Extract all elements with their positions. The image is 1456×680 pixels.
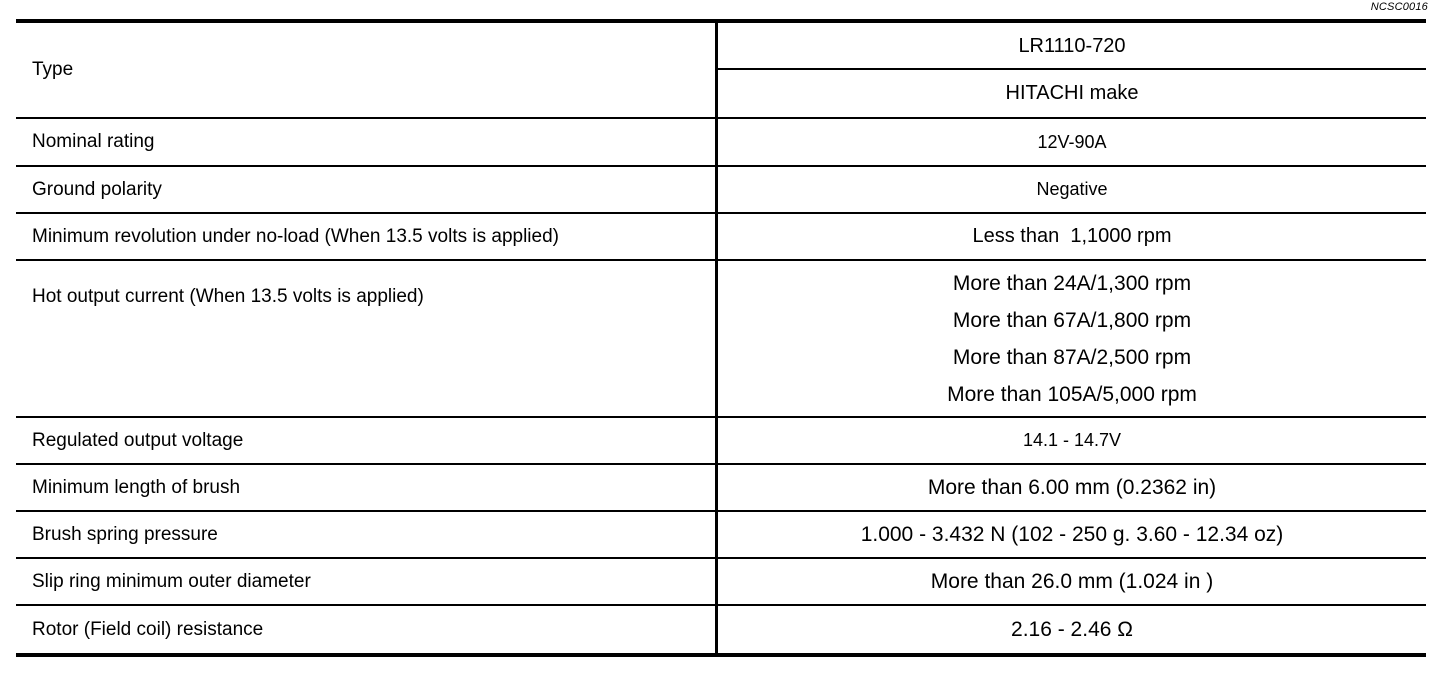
row-label: Slip ring minimum outer diameter [16,559,718,604]
row-value: More than 6.00 mm (0.2362 in) [927,475,1217,499]
table-row-regulated-voltage [16,418,1426,465]
row-value: Negative [1036,179,1108,199]
table-row-rotor-resistance [16,606,1426,653]
hot-output-line: More than 67A/1,800 rpm [952,308,1192,332]
table-row-brush-length [16,465,1426,512]
row-value: 12V-90A [1037,131,1107,152]
row-label: Nominal rating [16,119,718,165]
row-label: Minimum revolution under no-load (When 13.5 volts is applied) [16,214,718,259]
figure-code: NCSC0016 [1370,1,1428,13]
hot-output-line: More than 87A/2,500 rpm [952,345,1192,369]
row-label: Regulated output voltage [16,418,718,463]
type-make-value: HITACHI make [1005,81,1139,104]
row-label: Ground polarity [16,167,718,212]
table-row-minimum-revolution [16,214,1426,261]
specification-table [16,19,1426,657]
row-value: Less than 1,1000 rpm [972,225,1172,247]
table-row-slip-ring-diameter [16,559,1426,606]
row-value [718,261,1426,416]
row-label: Minimum length of brush [16,465,718,510]
row-value [718,23,1426,117]
row-value: 1.000 - 3.432 N (102 - 250 g. 3.60 - 12.34 oz) [860,522,1284,546]
type-model-value: LR1110-720 [718,24,1426,70]
table-row-hot-output-current [16,261,1426,418]
hot-output-list [947,261,1197,417]
row-value: 14.1 - 14.7V [1022,430,1122,450]
row-label: Brush spring pressure [16,512,718,557]
row-value: 2.16 - 2.46 Ω [1011,617,1133,641]
table-row-ground-polarity [16,167,1426,214]
hot-output-line: More than 105A/5,000 rpm [947,382,1197,406]
row-label: Type [16,23,718,117]
row-label: Rotor (Field coil) resistance [16,606,718,653]
table-row-brush-spring-pressure [16,512,1426,559]
row-label: Hot output current (When 13.5 volts is applied) [16,261,718,416]
row-value: More than 26.0 mm (1.024 in ) [930,569,1214,593]
table-row-type [16,23,1426,119]
hot-output-line: More than 24A/1,300 rpm [952,271,1192,295]
table-row-nominal-rating [16,119,1426,167]
